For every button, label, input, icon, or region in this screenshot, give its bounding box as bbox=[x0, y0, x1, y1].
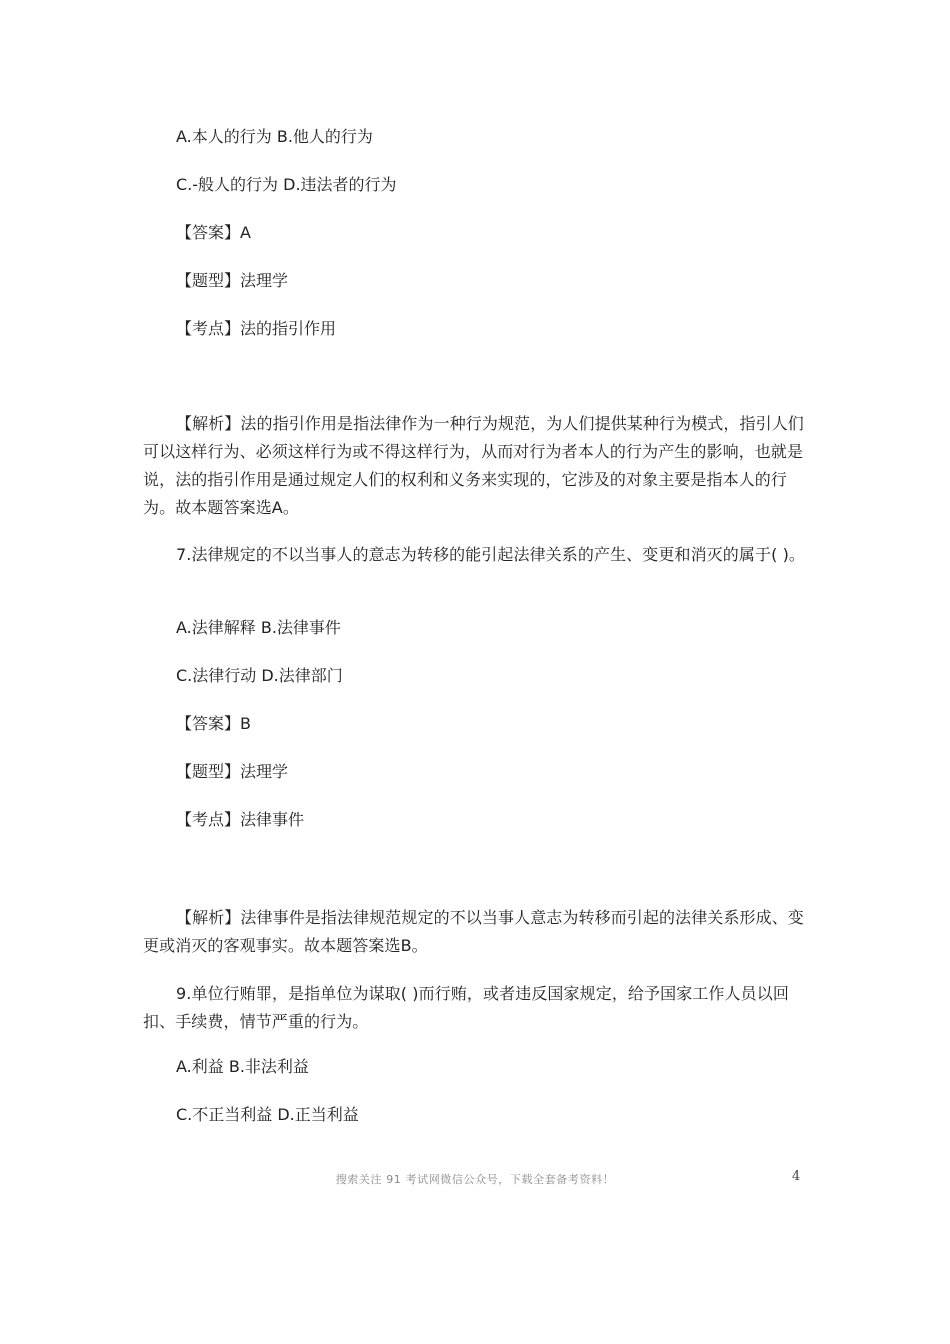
q6-options-cd: C.-般人的行为 D.违法者的行为 bbox=[176, 175, 397, 194]
footer-note: 搜索关注 91 考试网微信公众号，下载全套备考资料！ bbox=[335, 1173, 615, 1186]
q7-analysis: 【解析】法律事件是指法律规范规定的不以当事人意志为转移而引起的法律关系形成、变更或消灭的客观事实。故本题答案选B。 bbox=[143, 908, 804, 955]
q9-question-stem: 9.单位行贿罪，是指单位为谋取( )而行贿，或者违反国家规定，给予国家工作人员以回扣、手续费，情节严重的行为。 bbox=[143, 984, 789, 1031]
q6-question-type: 【题型】法理学 bbox=[176, 271, 289, 290]
q7-options-cd: C.法律行动 D.法律部门 bbox=[176, 666, 343, 685]
q9-options-ab: A.利益 B.非法利益 bbox=[176, 1057, 309, 1076]
q6-analysis: 【解析】法的指引作用是指法律作为一种行为规范，为人们提供某种行为模式，指引人们可以这样行为、必须这样行为或不得这样行为，从而对行为者本人的行为产生的影响，也就是说，法的指引作用是通过规定人们的权利和义务来实现的，它涉及的对象主要是指本人的行为。故本题答案选A。 bbox=[143, 414, 804, 517]
q7-options-ab: A.法律解释 B.法律事件 bbox=[176, 618, 341, 637]
q9-options-cd: C.不正当利益 D.正当利益 bbox=[176, 1105, 359, 1124]
q6-key-point: 【考点】法的指引作用 bbox=[176, 319, 337, 338]
page-number: 4 bbox=[792, 1169, 801, 1184]
q7-answer: 【答案】B bbox=[176, 714, 251, 733]
q7-question-stem: 7.法律规定的不以当事人的意志为转移的能引起法律关系的产生、变更和消灭的属于( )。 bbox=[176, 545, 806, 564]
q7-key-point: 【考点】法律事件 bbox=[176, 810, 305, 829]
q6-answer: 【答案】A bbox=[176, 223, 251, 242]
q7-question-type: 【题型】法理学 bbox=[176, 762, 289, 781]
q6-options-ab: A.本人的行为 B.他人的行为 bbox=[176, 127, 373, 146]
